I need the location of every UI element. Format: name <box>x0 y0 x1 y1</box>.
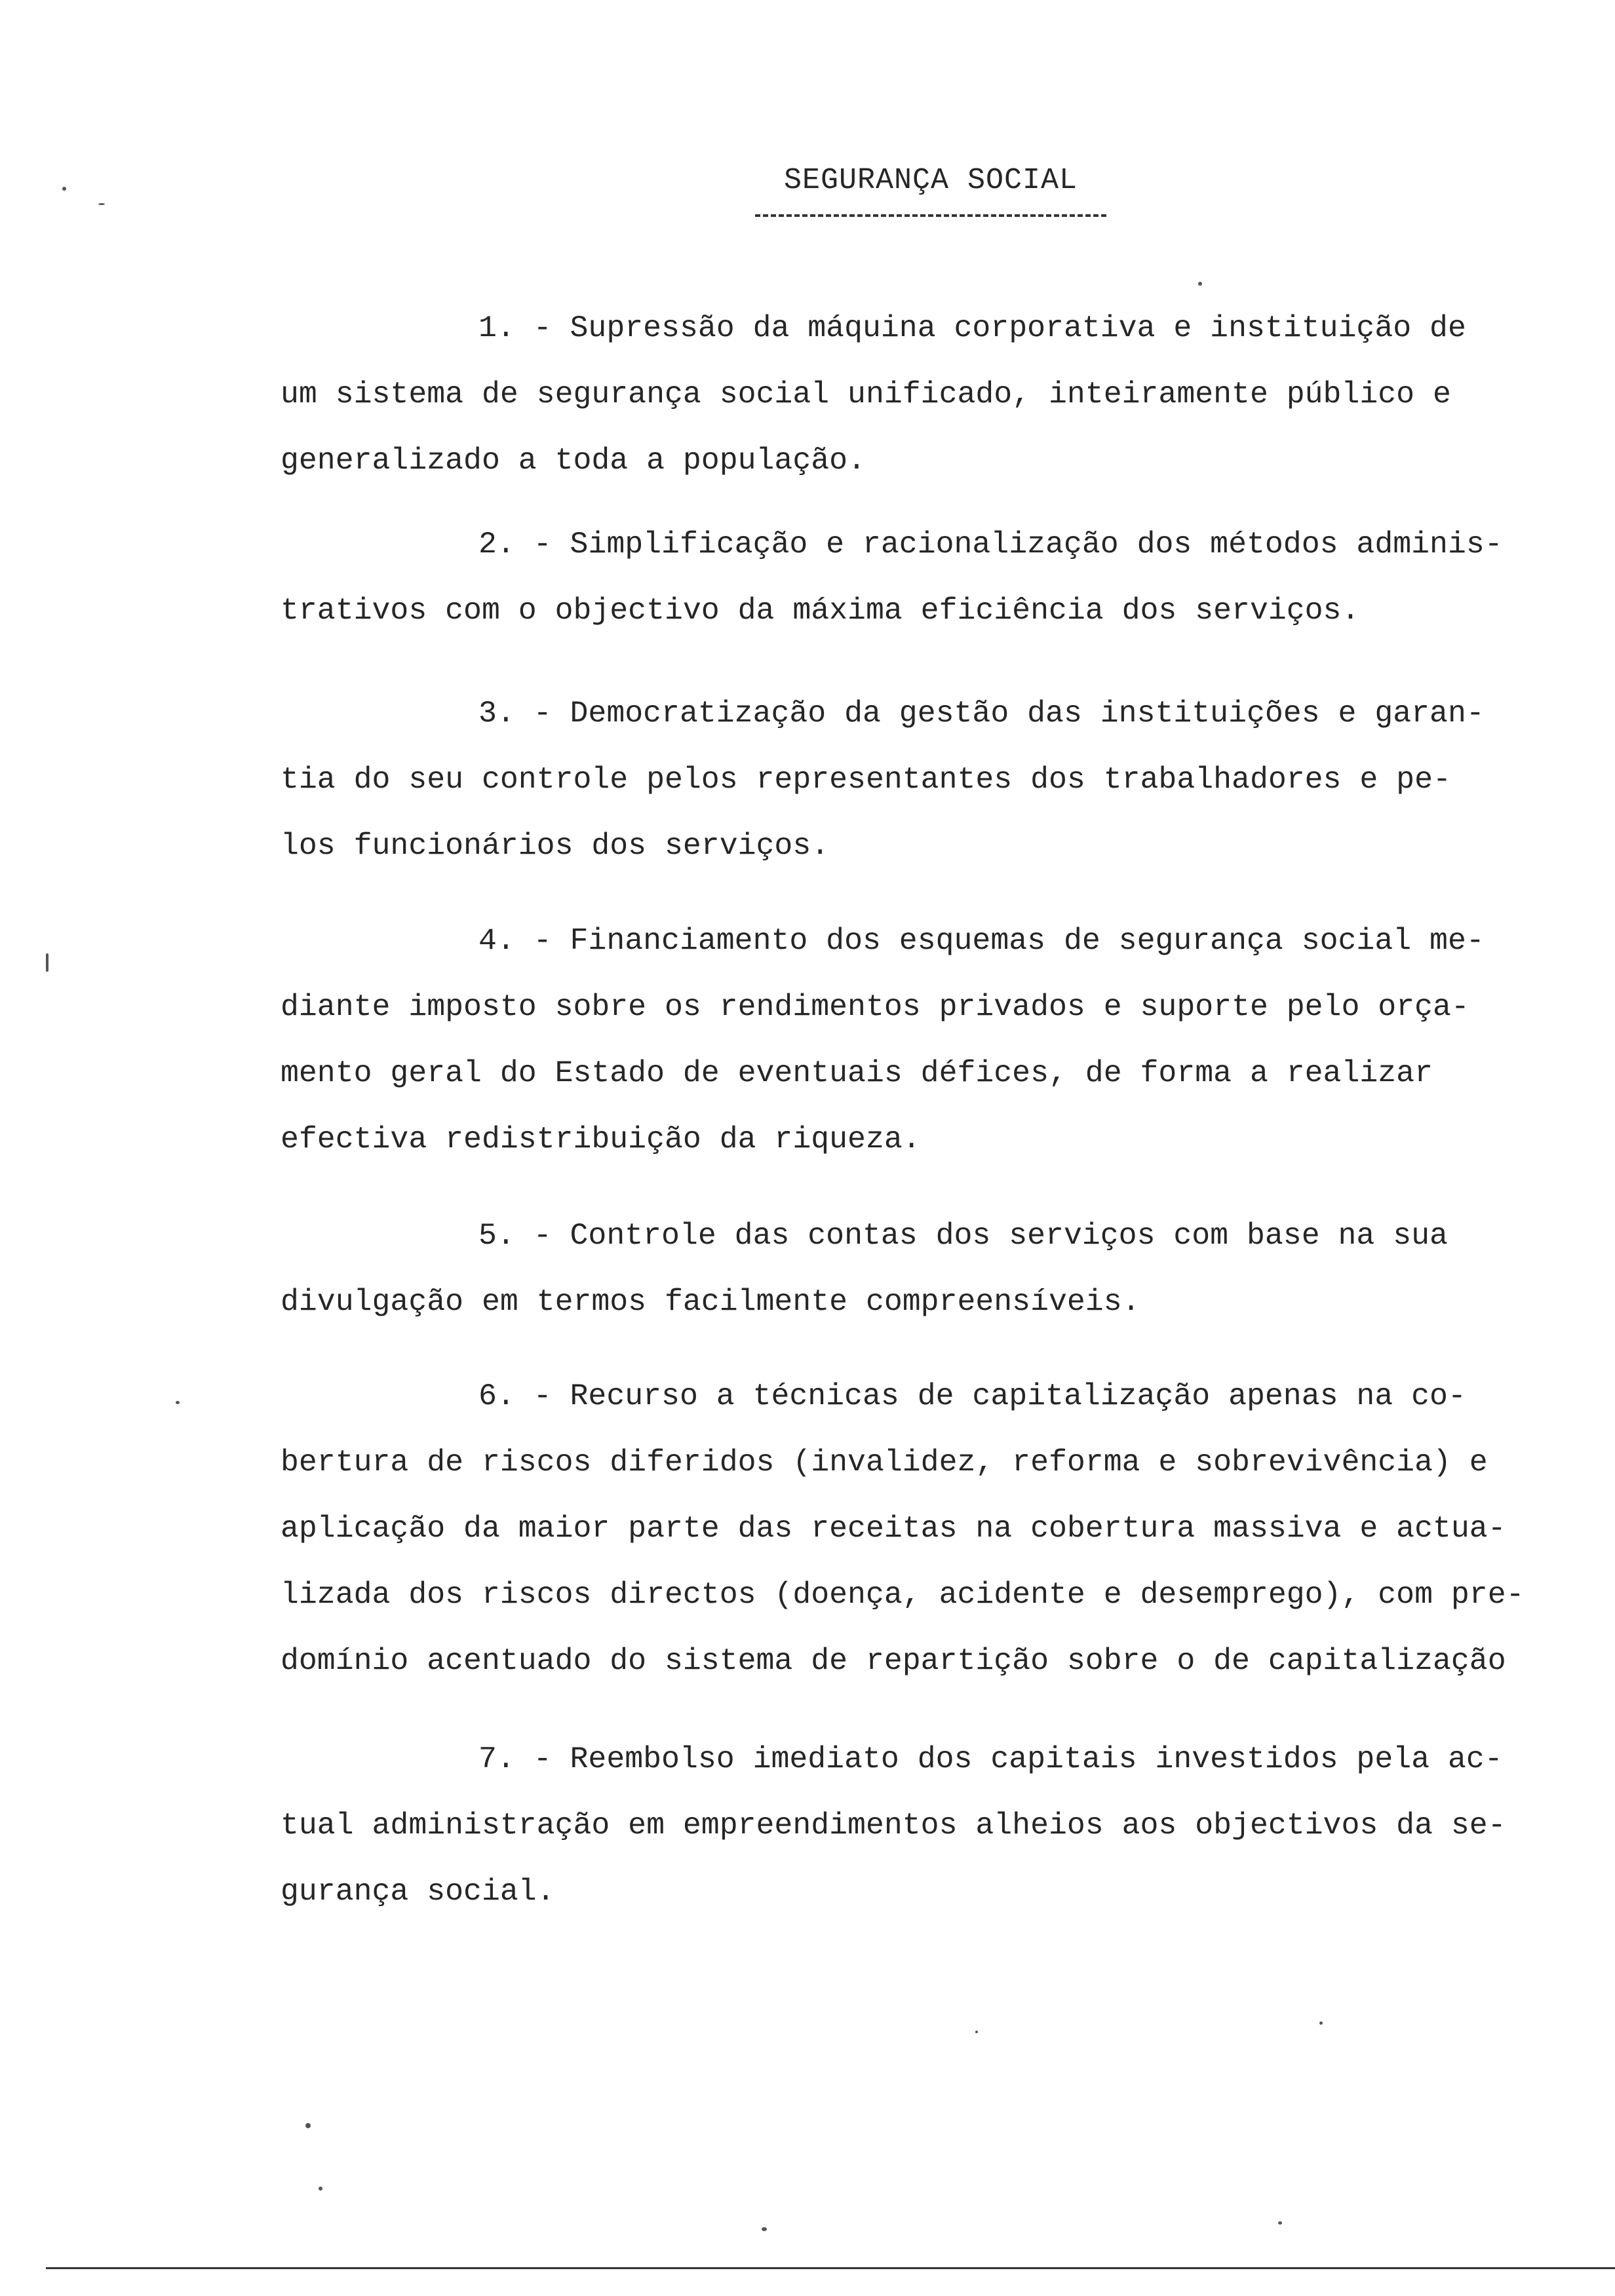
scan-speck <box>305 2123 311 2128</box>
scan-speck <box>1319 2021 1323 2025</box>
item-line: 5. - Controle das contas dos serviços com base na sua <box>478 1218 1448 1253</box>
scan-speck <box>762 2227 767 2231</box>
item-line: lizada dos riscos directos (doença, acidente e desemprego), com pre- <box>281 1577 1525 1612</box>
item-line: aplicação da maior parte das receitas na cobertura massiva e actua- <box>281 1511 1506 1546</box>
item-line: tual administração em empreendimentos alheios aos objectivos da se- <box>281 1808 1506 1843</box>
item-line: los funcionários dos serviços. <box>281 828 830 863</box>
scan-speck <box>975 2031 978 2033</box>
item-line: 7. - Reembolso imediato dos capitais investidos pela ac- <box>478 1742 1503 1776</box>
item-line: gurança social. <box>281 1874 555 1909</box>
scan-speck <box>98 203 105 205</box>
bottom-rule <box>46 2267 1615 2269</box>
item-line: efectiva redistribuição da riqueza. <box>281 1122 921 1157</box>
list-item-1 <box>281 295 1598 493</box>
scan-speck <box>62 187 66 191</box>
item-line: divulgação em termos facilmente compreensíveis. <box>281 1284 1140 1319</box>
scan-speck <box>1278 2221 1282 2225</box>
item-line: um sistema de segurança social unificado, inteiramente público e <box>281 377 1451 411</box>
item-line: tia do seu controle pelos representantes dos trabalhadores e pe- <box>281 762 1451 797</box>
item-line: diante imposto sobre os rendimentos privados e suporte pelo orça- <box>281 989 1469 1024</box>
page-title: SEGURANÇA SOCIAL <box>783 164 1078 197</box>
item-line: 6. - Recurso a técnicas de capitalização apenas na co- <box>478 1379 1466 1413</box>
scan-speck <box>1198 282 1202 286</box>
list-item-4 <box>281 908 1598 1172</box>
list-item-5 <box>281 1202 1598 1335</box>
list-item-6 <box>281 1363 1598 1694</box>
item-line: generalizado a toda a população. <box>281 443 866 478</box>
scan-speck <box>319 2187 322 2191</box>
scan-speck <box>176 1401 180 1404</box>
title-underline <box>755 214 1106 217</box>
list-item-3 <box>281 680 1598 879</box>
item-line: bertura de riscos diferidos (invalidez, reforma e sobrevivência) e <box>281 1445 1488 1480</box>
list-item-7 <box>281 1726 1598 1924</box>
item-line: domínio acentuado do sistema de repartição sobre o de capitalização <box>281 1643 1506 1678</box>
item-line: 4. - Financiamento dos esquemas de segurança social me- <box>478 923 1485 958</box>
item-line: 1. - Supressão da máquina corporativa e instituição de <box>478 311 1466 345</box>
item-line: 3. - Democratização da gestão das instituições e garan- <box>478 696 1485 731</box>
item-line: 2. - Simplificação e racionalização dos métodos adminis- <box>478 527 1503 562</box>
scan-speck <box>46 953 49 972</box>
item-line: mento geral do Estado de eventuais défices, de forma a realizar <box>281 1056 1433 1090</box>
item-line: trativos com o objectivo da máxima eficiência dos serviços. <box>281 593 1360 628</box>
list-item-2 <box>281 511 1598 643</box>
